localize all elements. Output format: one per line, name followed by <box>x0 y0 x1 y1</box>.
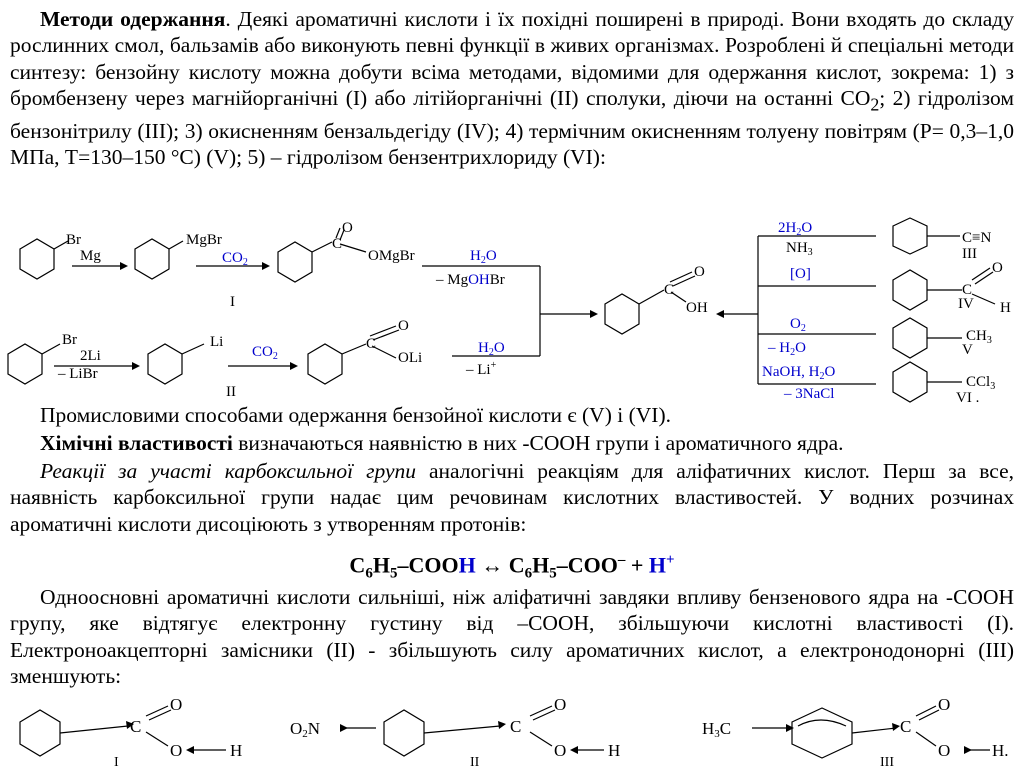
label-v: V <box>962 342 973 358</box>
bottom-carbon-2: C <box>510 717 522 736</box>
bottom-oxygen-2a: O <box>554 695 567 714</box>
benzene-ring-bottom-3 <box>792 708 852 758</box>
chemical-properties-heading: Хімічні властивості <box>40 431 233 455</box>
bottom-label-2: II <box>470 755 480 768</box>
benzene-ring-bottom-2 <box>384 710 424 756</box>
label-i: I <box>230 294 235 310</box>
bottom-hydrogen-1: H <box>230 741 243 760</box>
h2o-reagent-1: $H_2O$ <box>470 248 497 266</box>
reagent-nh3: $NH_3$ <box>786 240 813 258</box>
trichloromethyl-label: CCl$_3$ <box>966 374 996 392</box>
dissociation-equation: $C_6H_5$–COOH ↔ $C_6H_5-COO^- + H^+$ <box>349 552 675 582</box>
acidity-paragraph: Одноосновні ароматичні кислоти сильніші, ніж аліфатичні завдяки впливу бензенового ядра на -СООН групу, яке відтягує електронну густину від –СООН, збільшуючи кислотні властивості (I). Електроноакцепторні замісники (II) - збільшують силу ароматичних кислот, а електронодонорні (III) зменшують: <box>10 585 1014 689</box>
reagent-o2: $O_2$ <box>790 316 806 334</box>
methyl-label: $CH_3$ <box>966 328 992 346</box>
intro-text: . Деякі ароматичні кислоти і їх похідні поширені в природі. Вони входять до складу рослинних смол, бальзамів або виконують певні функції в живих організмах. Розроблені й спеціальні методи синтезу: бензойну кислоту можна добути всіма методами, відомими для одержання кислот, зокрема: 1) з бромбензену через магнійорганічні (I) або літійорганічні (II) сполуки, діючи на останні СО <box>10 7 1014 111</box>
h2o-reagent-2: $H_2O$ <box>478 340 505 358</box>
benzene-ring-bromobenzene <box>20 239 54 279</box>
benzene-ring-toluene <box>893 318 927 358</box>
bottom-hydrogen-2: H <box>608 741 621 760</box>
reagent-2h2o: $2H_2O$ <box>778 220 813 238</box>
intro-paragraph <box>10 6 1014 171</box>
benzene-ring-benzoic-acid <box>605 294 639 334</box>
oxygen-label-b: O <box>398 318 409 334</box>
carbon-label-iv: C <box>962 282 973 298</box>
methods-heading: Методи одержання <box>40 7 226 31</box>
bottom-label-1: I <box>114 755 119 768</box>
label-iv: IV <box>958 296 974 312</box>
benzene-ring-bromobenzene-2 <box>8 344 42 384</box>
industrial-methods-paragraph: Промисловими способами одержання бензойної кислоти є (V) і (VI). <box>40 403 671 427</box>
co2-subscript: 2 <box>870 94 880 115</box>
benzene-ring-carboxylate-li <box>308 344 342 384</box>
reagent-naoh-h2o: NaOH, $H_2O$ <box>762 364 836 382</box>
chemical-properties-text: визначаються наявністю в них -СООН групи і ароматичного ядра. <box>232 431 844 455</box>
oxygen-label-iv: O <box>992 260 1003 276</box>
oxygen-label-center: O <box>694 264 705 280</box>
label-iii: III <box>962 246 977 262</box>
bottom-oxygen-3a: O <box>938 695 951 714</box>
oli-label: OLi <box>398 350 423 366</box>
carboxyl-reactions-heading: Реакції за участі карбоксильної групи <box>40 459 416 483</box>
nitro-group: O2N <box>290 719 321 740</box>
synthesis-scheme <box>0 216 1024 406</box>
bottom-carbon-1: C <box>130 717 142 736</box>
br-label-1: Br <box>66 232 81 248</box>
carbon-label-b: C <box>366 336 377 352</box>
intro-text-end: ; 2) гідролізом бензонітрилу (III); 3) окисненням бензальдегіду (IV); 4) термічним окисненням толуену повітрям (Р= 0,3–1,0 МПа, Т=130–150 °С) (V); 5) – гідролізом бензентрихлориду (VI): <box>10 86 1014 170</box>
carboxyl-reactions-paragraph <box>10 458 1014 537</box>
oxygen-label-a: O <box>342 220 353 236</box>
hydrogen-label-iv: H <box>1000 300 1011 316</box>
benzene-ring-phenyllithium <box>148 344 182 384</box>
bottom-oxygen-1a: O <box>170 695 183 714</box>
bottom-oxygen-3b: O <box>938 741 951 760</box>
label-vi: VI . <box>956 390 980 406</box>
li-label: Li <box>210 334 224 350</box>
benzene-ring-trichloromethyl <box>893 362 927 402</box>
reagent-minus-3nacl: – 3NaCl <box>784 386 835 402</box>
bottom-hydrogen-3: H. <box>992 741 1009 760</box>
omgbr-label: OMgBr <box>368 248 415 264</box>
br-label-2: Br <box>62 332 77 348</box>
mgbr-label: MgBr <box>186 232 222 248</box>
reagent-oxidant: [O] <box>790 266 811 282</box>
methyl-group: H3C <box>702 719 732 740</box>
bottom-oxygen-2b: O <box>554 741 567 760</box>
benzene-ring-benzonitrile <box>893 218 927 254</box>
label-ii: II <box>226 384 236 400</box>
benzene-ring-bottom-1 <box>20 710 60 756</box>
li-reagent: 2Li <box>80 348 101 364</box>
co2-reagent-2: $CO_2$ <box>252 344 278 362</box>
acidity-structures <box>0 696 1024 768</box>
li-plus-byproduct: – Li+ <box>466 360 497 378</box>
reagent-minus-h2o: – $H_2O$ <box>768 340 806 358</box>
benzene-ring-grignard <box>135 239 169 279</box>
libr-byproduct: – LiBr <box>58 366 98 382</box>
bottom-carbon-3: C <box>900 717 912 736</box>
benzene-ring-benzaldehyde <box>893 270 927 310</box>
mg-reagent: Mg <box>80 248 101 264</box>
carbon-label-center: C <box>664 282 675 298</box>
co2-reagent-1: $CO_2$ <box>222 250 248 268</box>
benzene-ring-carboxylate-mg <box>278 242 312 282</box>
chemical-properties-paragraph <box>10 430 1014 456</box>
bottom-label-3: III <box>880 755 894 768</box>
nitrile-label: C≡N <box>962 230 992 246</box>
carboxyl-reactions-text: аналогічні реакціям для аліфатичних кислот. Перш за все, наявність карбоксильної групи надає цим речовинам кислотних властивостей. У водних розчинах ароматичні кислоти дисоціюють з утворенням протонів: <box>10 459 1014 536</box>
bottom-oxygen-1b: O <box>170 741 183 760</box>
oh-label-center: OH <box>686 300 708 316</box>
mgohbr-byproduct: – MgOHBr <box>436 272 505 288</box>
carbon-label-a: C <box>332 236 343 252</box>
